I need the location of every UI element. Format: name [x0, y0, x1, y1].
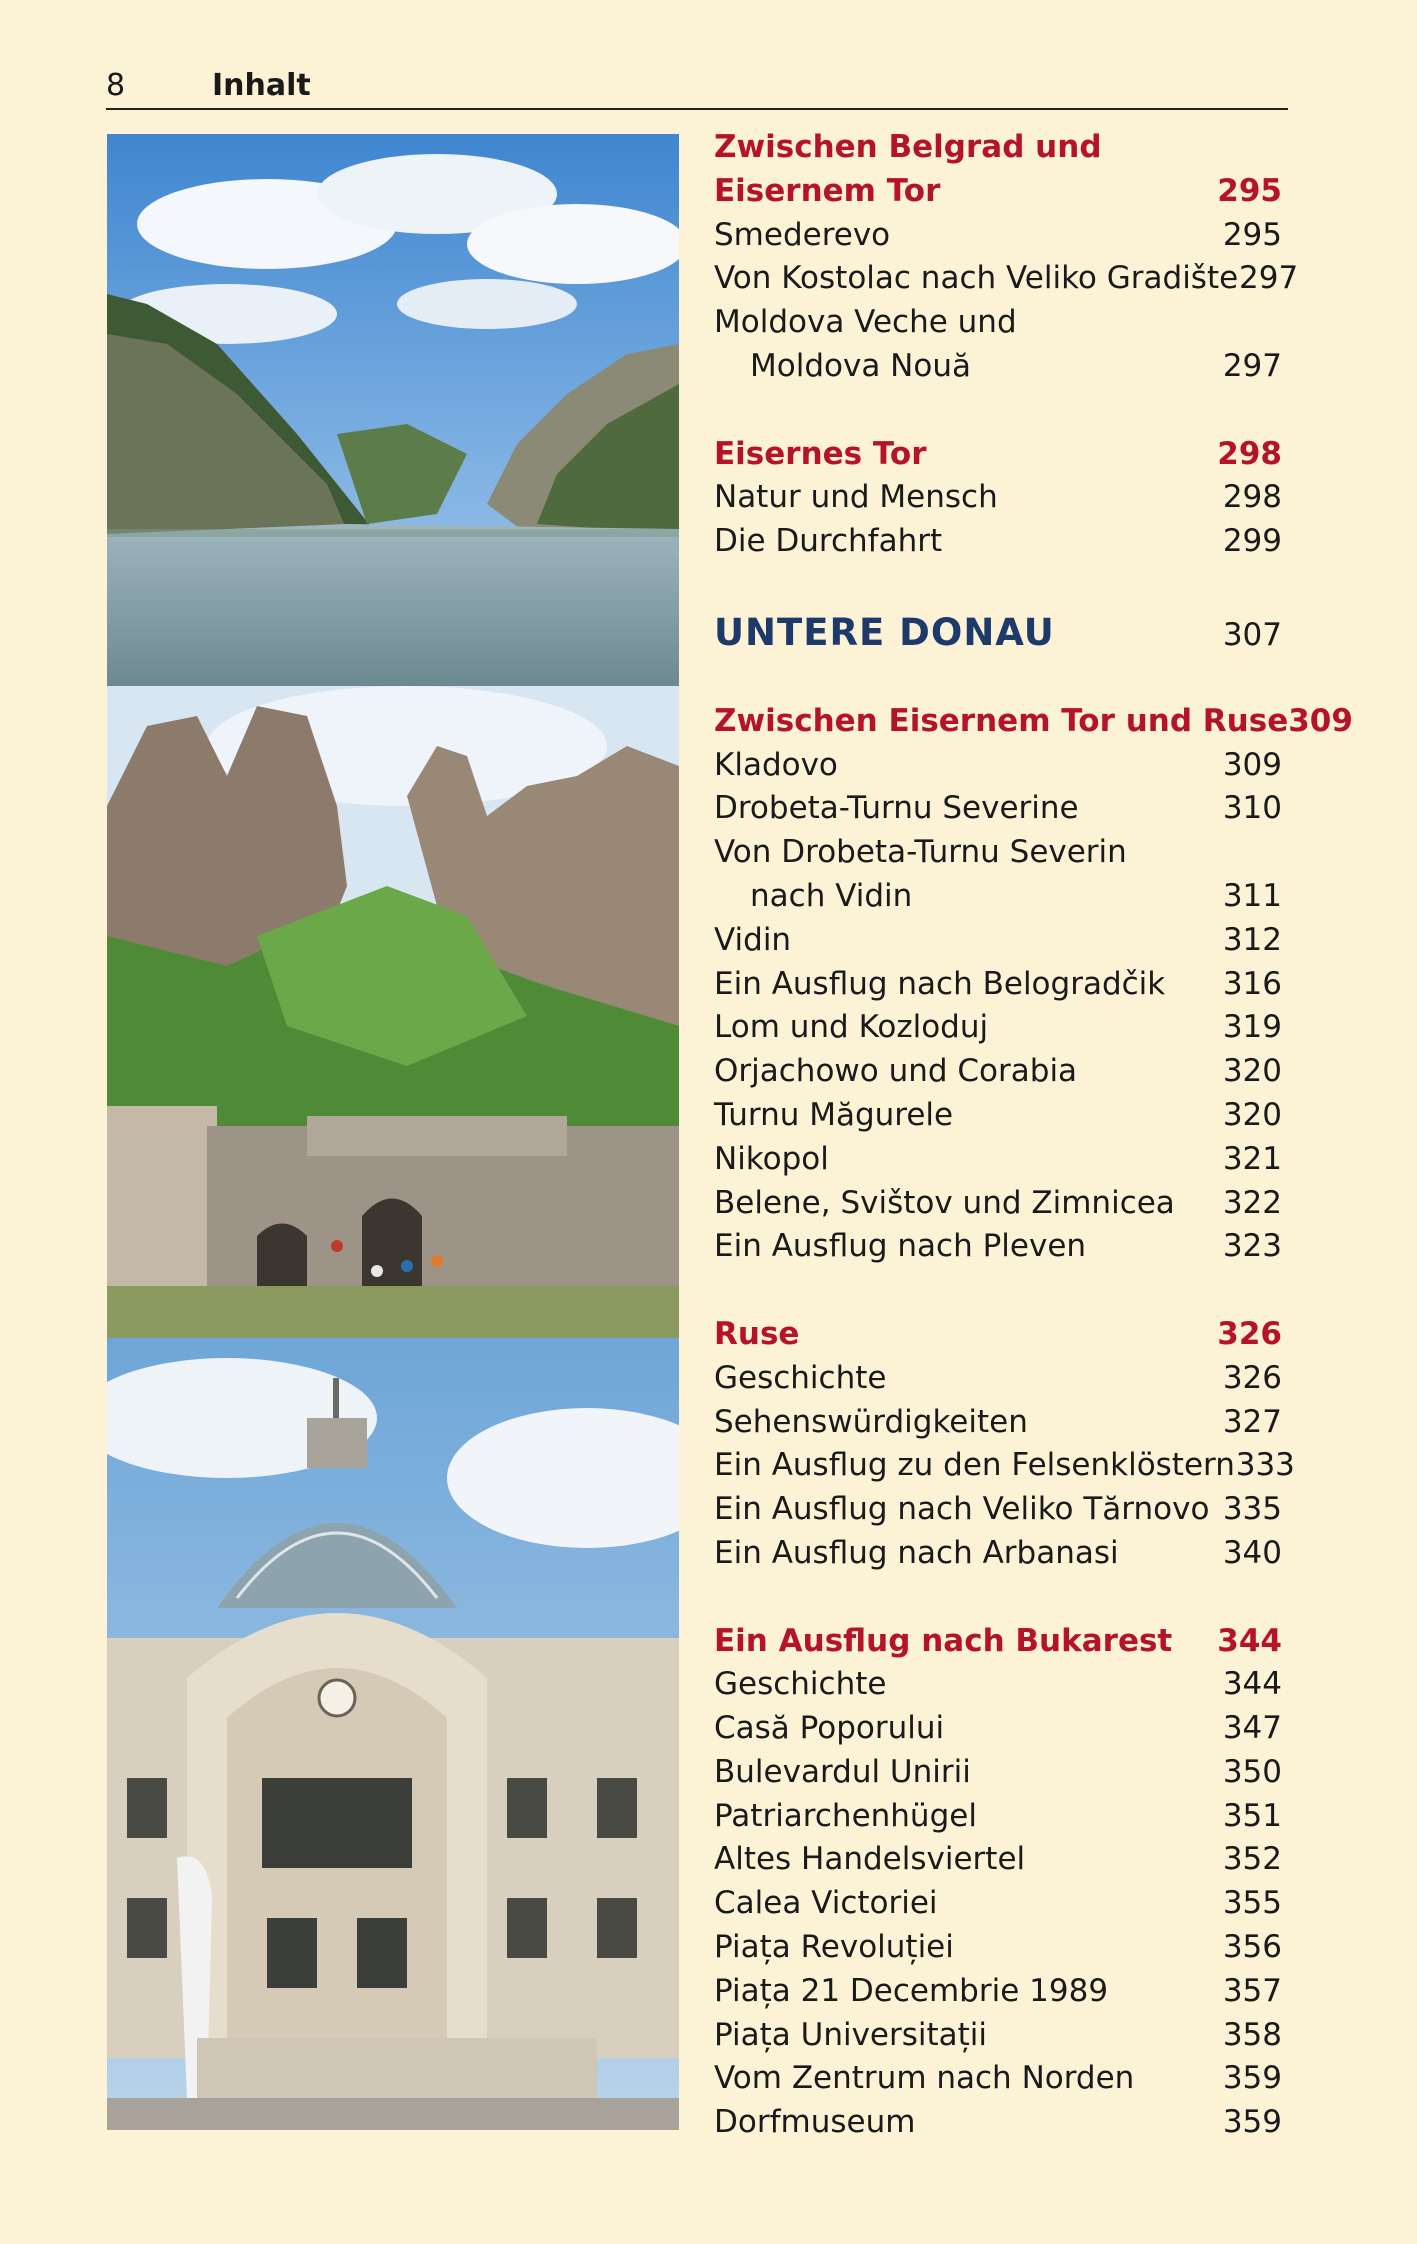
page-number: 333	[1235, 1447, 1295, 1484]
page-number: 357	[1222, 1972, 1282, 2009]
page-number: 326	[1217, 1315, 1282, 1352]
page-number: 340	[1222, 1534, 1282, 1571]
page-number: 295	[1222, 216, 1282, 253]
toc-entry[interactable]	[714, 875, 1282, 919]
toc-entry[interactable]	[714, 831, 1282, 875]
page-number: 335	[1222, 1491, 1282, 1528]
page-number: 299	[1222, 523, 1282, 560]
toc-entry-title: Geschichte	[714, 1359, 887, 1396]
page-number: 323	[1222, 1228, 1282, 1265]
toc-entry[interactable]	[714, 520, 1282, 564]
page-number: 347	[1222, 1710, 1282, 1747]
toc-entry[interactable]	[714, 1795, 1282, 1839]
toc-heading[interactable]: Eisernem Tor 295	[714, 170, 1282, 214]
toc-entry[interactable]	[714, 476, 1282, 520]
table-of-contents	[714, 126, 1353, 2145]
toc-entry-title: Orjachowo und Corabia	[714, 1053, 1078, 1090]
page-number: 320	[1222, 1053, 1282, 1090]
toc-entry[interactable]	[714, 214, 1282, 258]
toc-entry-title: Ein Ausflug nach Veliko Tărnovo	[714, 1491, 1210, 1528]
toc-entry-title: Sehenswürdigkeiten	[714, 1403, 1028, 1440]
toc-entry-title: Geschichte	[714, 1666, 887, 1703]
toc-major-heading[interactable]: UNTERE DONAU 307	[714, 608, 1282, 660]
toc-entry-title: Kladovo	[714, 746, 838, 783]
page-number: 351	[1222, 1797, 1282, 1834]
toc-entry-title: Nikopol	[714, 1140, 829, 1177]
belogradchik-fortress-photo	[107, 686, 679, 1338]
toc-entry[interactable]	[714, 2057, 1282, 2101]
toc-entry[interactable]	[714, 787, 1282, 831]
danube-gorge-photo	[107, 134, 679, 686]
toc-entry[interactable]	[714, 1838, 1282, 1882]
toc-entry[interactable]	[714, 301, 1282, 345]
toc-entry-title: Ein Ausflug zu den Felsenklöstern	[714, 1447, 1235, 1484]
toc-entry-title: Belene, Svištov und Zimnicea	[714, 1184, 1175, 1221]
page-number: 8	[106, 68, 126, 103]
bucharest-palace-photo	[107, 1338, 679, 2130]
toc-heading[interactable]: Eisernes Tor 298	[714, 433, 1282, 477]
toc-entry[interactable]	[714, 1006, 1282, 1050]
toc-entry-title: Piața Universitații	[714, 2016, 988, 2053]
page-number: 356	[1222, 1929, 1282, 1966]
toc-entry-title: Moldova Nouă	[750, 347, 971, 384]
toc-entry[interactable]	[714, 1182, 1282, 1226]
page-number: 309	[1288, 702, 1353, 739]
page-number: 359	[1222, 2060, 1282, 2097]
toc-entry[interactable]	[714, 1751, 1282, 1795]
page-number: 312	[1222, 921, 1282, 958]
toc-entry-title: Piața Revoluției	[714, 1929, 954, 1966]
page-number: 352	[1222, 1841, 1282, 1878]
toc-entry-title: Moldova Veche und	[714, 304, 1017, 341]
page-number: 310	[1222, 790, 1282, 827]
toc-entry[interactable]	[714, 2101, 1282, 2145]
page-number: 326	[1222, 1359, 1282, 1396]
page-number: 307	[1222, 616, 1282, 653]
toc-entry[interactable]	[714, 345, 1282, 389]
photo-column	[107, 134, 679, 2130]
toc-entry[interactable]	[714, 1663, 1282, 1707]
toc-entry-title: Bulevardul Unirii	[714, 1753, 971, 1790]
toc-entry[interactable]	[714, 1532, 1282, 1576]
page-number: 311	[1222, 877, 1282, 914]
toc-entry[interactable]	[714, 1707, 1282, 1751]
page-number: 316	[1222, 965, 1282, 1002]
toc-entry[interactable]	[714, 744, 1282, 788]
page-number: 295	[1217, 172, 1282, 209]
toc-entry-title: Calea Victoriei	[714, 1885, 938, 1922]
page-number: 350	[1222, 1753, 1282, 1790]
page-number: 344	[1217, 1622, 1282, 1659]
page-number: 297	[1239, 260, 1299, 297]
toc-entry-title: Natur und Mensch	[714, 479, 998, 516]
page-number: 320	[1222, 1096, 1282, 1133]
page-header	[106, 62, 1288, 110]
page-number: 298	[1217, 435, 1282, 472]
toc-entry-title: Patriarchenhügel	[714, 1797, 977, 1834]
toc-entry[interactable]	[714, 1488, 1282, 1532]
toc-entry[interactable]	[714, 2014, 1282, 2058]
toc-heading[interactable]: Ruse 326	[714, 1313, 1282, 1357]
toc-heading[interactable]: Zwischen Belgrad und	[714, 129, 1102, 165]
section-label: Inhalt	[212, 68, 311, 103]
toc-entry[interactable]	[714, 1444, 1295, 1488]
toc-entry[interactable]	[714, 257, 1299, 301]
page-number: 298	[1222, 479, 1282, 516]
toc-entry[interactable]	[714, 1970, 1282, 2014]
toc-entry[interactable]	[714, 1357, 1282, 1401]
toc-entry-title: Casă Poporului	[714, 1710, 945, 1747]
page-number: 297	[1222, 347, 1282, 384]
toc-entry-title: Altes Handelsviertel	[714, 1841, 1026, 1878]
page-number: 327	[1222, 1403, 1282, 1440]
page-number: 322	[1222, 1184, 1282, 1221]
toc-entry[interactable]	[714, 1138, 1282, 1182]
toc-entry-title: Von Drobeta-Turnu Severin	[714, 834, 1127, 871]
toc-entry-title: Dorfmuseum	[714, 2104, 916, 2141]
toc-entry-title: Piața 21 Decembrie 1989	[714, 1972, 1109, 2009]
toc-entry-title: Smederevo	[714, 216, 891, 253]
toc-entry-title: Die Durchfahrt	[714, 523, 943, 560]
page-number: 355	[1222, 1885, 1282, 1922]
page-number: 358	[1222, 2016, 1282, 2053]
toc-entry[interactable]	[714, 1225, 1282, 1269]
toc-entry[interactable]	[714, 1050, 1282, 1094]
toc-entry-title: Turnu Măgurele	[714, 1096, 954, 1133]
toc-entry-title: Von Kostolac nach Veliko Gradište	[714, 260, 1239, 297]
page-number: 319	[1222, 1009, 1282, 1046]
toc-entry[interactable]	[714, 919, 1282, 963]
toc-entry-title: Vom Zentrum nach Norden	[714, 2060, 1135, 2097]
toc-entry[interactable]	[714, 1882, 1282, 1926]
page-number: 344	[1222, 1666, 1282, 1703]
toc-entry-title: Ein Ausflug nach Arbanasi	[714, 1534, 1119, 1571]
toc-entry-title: Lom und Kozloduj	[714, 1009, 989, 1046]
toc-entry-title: nach Vidin	[750, 877, 913, 914]
toc-entry-title: Ein Ausflug nach Pleven	[714, 1228, 1087, 1265]
toc-entry[interactable]	[714, 1926, 1282, 1970]
toc-entry[interactable]	[714, 1401, 1282, 1445]
page-number: 359	[1222, 2104, 1282, 2141]
toc-entry-title: Ein Ausflug nach Belogradčik	[714, 965, 1166, 1002]
toc-heading[interactable]: Zwischen Eisernem Tor und Ruse 309	[714, 700, 1282, 744]
toc-entry-title: Vidin	[714, 921, 792, 958]
toc-heading[interactable]: Ein Ausflug nach Bukarest 344	[714, 1620, 1282, 1664]
toc-entry[interactable]	[714, 963, 1282, 1007]
page-number: 321	[1222, 1140, 1282, 1177]
toc-entry-title: Drobeta-Turnu Severine	[714, 790, 1079, 827]
toc-entry[interactable]	[714, 1094, 1282, 1138]
page-number: 309	[1222, 746, 1282, 783]
